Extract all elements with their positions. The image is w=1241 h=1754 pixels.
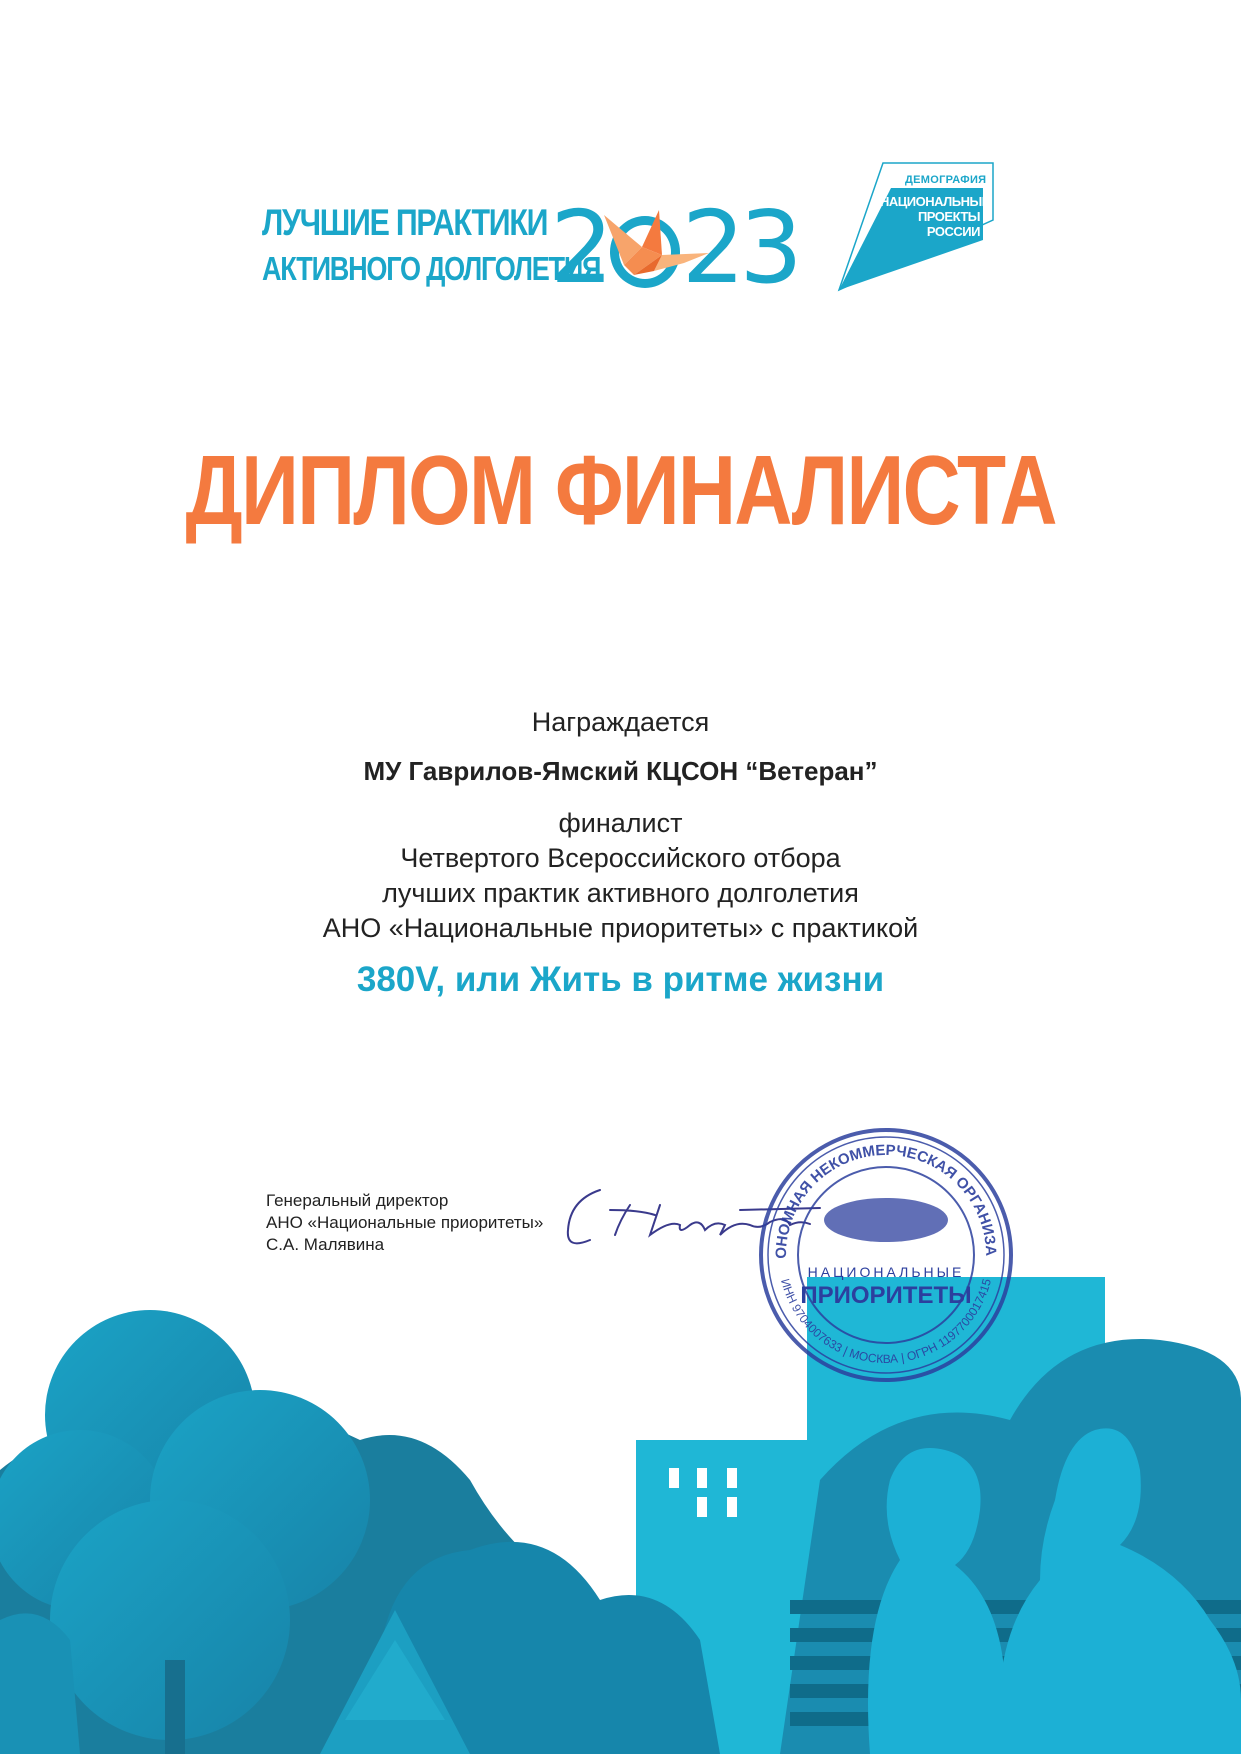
np-line-3: РОССИИ xyxy=(926,224,980,239)
stamp-ring-bottom: ИНН 9704007633 | МОСКВА | ОГРН 1197700017415 xyxy=(777,1277,994,1367)
desc-line-2: Четвертого Всероссийского отбора xyxy=(400,843,841,873)
year-digits-23: 23 xyxy=(681,189,797,306)
signatory-block xyxy=(266,1190,543,1256)
recipient-name: МУ Гаврилов-Ямский КЦСОН “Ветеран” xyxy=(363,756,878,786)
signatory-position: Генеральный директор xyxy=(266,1191,449,1210)
award-description xyxy=(0,806,1241,946)
np-line-1: НАЦИОНАЛЬНЫЕ xyxy=(880,194,990,209)
np-line-2: ПРОЕКТЫ xyxy=(917,209,980,224)
awarded-label: Награждается xyxy=(531,707,710,737)
signatory-organization: АНО «Национальные приоритеты» xyxy=(266,1213,544,1232)
practice-name: 380V, или Жить в ритме жизни xyxy=(356,960,885,999)
stamp-center-big: ПРИОРИТЕТЫ xyxy=(800,1282,972,1309)
russia-map-icon xyxy=(824,1198,948,1242)
desc-line-4: АНО «Национальные приоритеты» с практикой xyxy=(322,913,919,943)
stamp-center-small: НАЦИОНАЛЬНЫЕ xyxy=(807,1264,965,1280)
origami-crane-icon xyxy=(604,205,714,285)
stamp-ring-text: ОНОМНАЯ НЕКОММЕРЧЕСКАЯ ОРГАНИЗА xyxy=(772,1141,1000,1259)
np-title xyxy=(880,194,990,239)
desc-line-1: финалист xyxy=(558,808,683,838)
official-stamp xyxy=(756,1125,1016,1390)
year-digit-2: 2 xyxy=(550,189,608,306)
desc-line-3: лучших практик активного долголетия xyxy=(382,878,859,908)
diploma-title xyxy=(0,435,1241,545)
logo-line-2: АКТИВНОГО ДОЛГОЛЕТИЯ xyxy=(262,250,601,287)
logo-line-1: ЛУЧШИЕ ПРАКТИКИ xyxy=(262,202,548,243)
np-demography-label: ДЕМОГРАФИЯ xyxy=(905,174,987,186)
diploma-title-text: ДИПЛОМ ФИНАЛИСТА xyxy=(185,435,1056,545)
signatory-name: С.А. Малявина xyxy=(266,1235,385,1254)
